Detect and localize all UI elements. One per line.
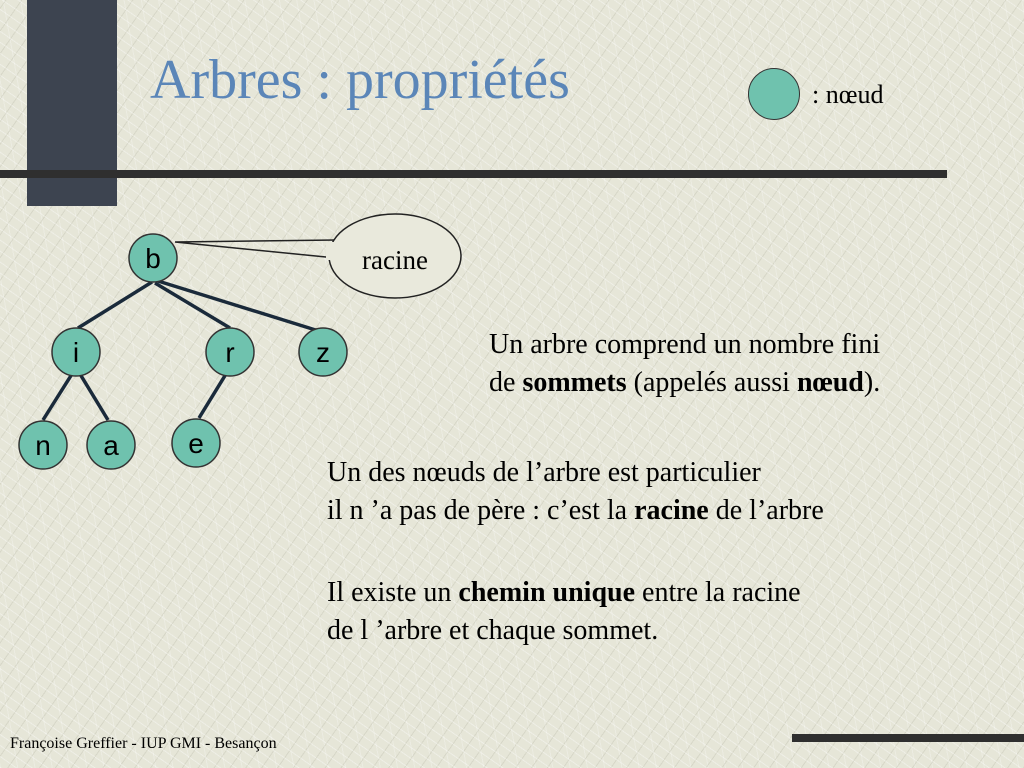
para1-text: de — [489, 367, 523, 398]
edge-b-r — [155, 283, 230, 328]
definition-paragraph — [489, 326, 880, 402]
term-racine: racine — [634, 495, 709, 526]
para3-text: Il existe un — [327, 577, 459, 608]
path-paragraph — [327, 574, 801, 650]
slide-title: Arbres : propriétés — [150, 49, 570, 111]
edge-i-n — [43, 374, 72, 420]
para1-text: ). — [863, 367, 881, 398]
edge-i-a — [80, 374, 108, 420]
term-sommets: sommets — [522, 367, 627, 398]
node-label-i: i — [72, 337, 80, 368]
node-label-e: e — [188, 428, 204, 459]
root-paragraph — [327, 454, 824, 530]
para2-text: il n ’a pas de père : c’est la — [327, 495, 635, 526]
edge-b-z — [158, 281, 322, 332]
edge-b-i — [78, 282, 152, 328]
para2-text: de l’arbre — [708, 495, 824, 526]
racine-callout — [175, 214, 461, 298]
para3-line2: de l ’arbre et chaque sommet. — [327, 615, 659, 646]
edge-r-e — [199, 374, 226, 418]
para2-line1: Un des nœuds de l’arbre est particulier — [327, 457, 761, 488]
para2-line2 — [327, 492, 824, 530]
node-label-a: a — [103, 430, 119, 461]
para1-line2 — [489, 364, 880, 402]
node-label-n: n — [35, 430, 51, 461]
node-label-r: r — [225, 337, 235, 368]
para3-line1 — [327, 574, 801, 612]
callout-label: racine — [362, 245, 428, 275]
term-chemin-unique: chemin unique — [458, 577, 636, 608]
legend-label: : nœud — [812, 80, 884, 109]
term-noeud: nœud — [796, 367, 864, 398]
para3-text: entre la racine — [635, 577, 801, 608]
node-label-z: z — [316, 337, 330, 368]
footer-credit: Françoise Greffier - IUP GMI - Besançon — [10, 735, 277, 752]
para1-line1: Un arbre comprend un nombre fini — [489, 329, 881, 360]
node-label-b: b — [145, 243, 161, 274]
para1-text: (appelés aussi — [626, 367, 797, 398]
callout-pointer — [175, 240, 336, 258]
